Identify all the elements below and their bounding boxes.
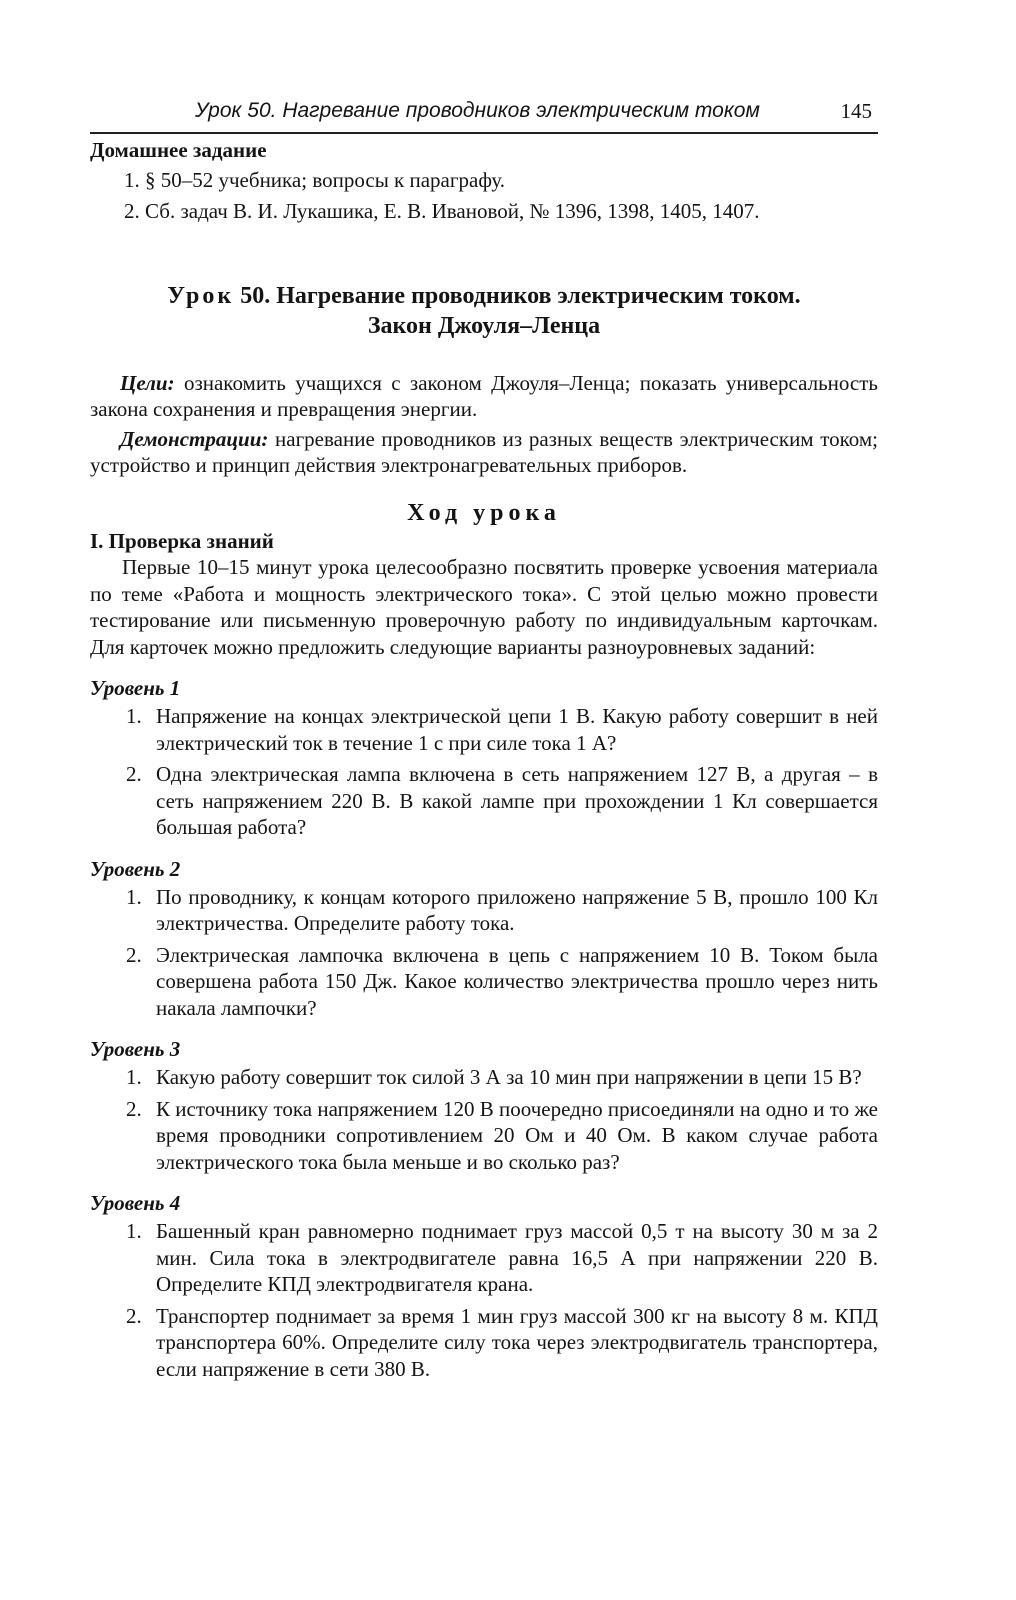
task-number: 1. (126, 704, 142, 728)
page-number: 145 (840, 99, 872, 123)
lesson-title (90, 281, 878, 341)
lesson-demonstrations (90, 426, 878, 478)
goals-label: Цели: (120, 371, 175, 395)
lesson-title-line2: Закон Джоуля–Ленца (367, 313, 601, 339)
task-list-level-4 (90, 1218, 878, 1382)
task-number: 2. (126, 1096, 142, 1121)
task-text: Транспортер поднимает за время 1 мин груз массой 300 кг на высоту 8 м. КПД транспортера 60%. Определите силу тока через электродвигатель транспортера, если напряжение в сети 380 В. (156, 1303, 878, 1381)
page-content (90, 135, 878, 1382)
task-list-level-3 (90, 1064, 878, 1175)
task-number: 2. (126, 942, 142, 967)
task-text: Одна электрическая лампа включена в сеть напряжением 127 В, а другая – в сеть напряжением 220 В. В какой лампе при прохождении 1 Кл совершается большая работа? (156, 762, 878, 839)
task-number: 2. (126, 1303, 142, 1328)
task-item (90, 761, 878, 841)
running-title: Урок 50. Нагревание проводников электрическим током (195, 99, 760, 122)
task-item (90, 1096, 878, 1176)
task-text: По проводнику, к концам которого приложено напряжение 5 В, прошло 100 Кл электричества. Определите работу тока. (156, 884, 878, 935)
level-heading-3: Уровень 3 (90, 1037, 181, 1061)
level-heading-4: Уровень 4 (90, 1191, 181, 1215)
task-number: 2. (126, 762, 142, 786)
lesson-goals (90, 370, 878, 422)
task-text: К источнику тока напряжением 120 В поочередно присоединяли на одно и то же время проводники сопротивлением 20 Ом и 40 Ом. В каком случае работа электрического тока была меньше и во сколько раз? (156, 1096, 878, 1174)
task-list-level-1 (90, 703, 878, 841)
task-item (90, 1303, 878, 1383)
task-text: Башенный кран равномерно поднимает груз массой 0,5 т на высоту 30 м за 2 мин. Сила тока в электродвигателе равна 16,5 А при напряжении 220 В. Определите КПД электродвигателя крана. (156, 1219, 878, 1296)
task-item (90, 1064, 878, 1091)
lesson-title-prefix: Урок (167, 283, 235, 309)
task-item (90, 942, 878, 1022)
homework-item: 2. Сб. задач В. И. Лукашика, Е. В. Ивановой, № 1396, 1398, 1405, 1407. (124, 199, 760, 223)
demo-text: нагревание проводников из разных веществ электрическим током; устройство и принцип действия электронагревательных приборов. (90, 427, 878, 477)
demo-label: Демонстрации: (120, 427, 269, 451)
task-text: Напряжение на концах электрической цепи 1 В. Какую работу совершит в ней электрический ток в течение 1 с при силе тока 1 А? (156, 704, 878, 755)
lesson-title-line1: 50. Нагревание проводников электрическим током. (234, 283, 801, 309)
page-header (90, 94, 878, 134)
task-number: 1. (126, 1065, 142, 1089)
task-item (90, 884, 878, 937)
section-heading: I. Проверка знаний (90, 529, 274, 553)
homework-item: 1. § 50–52 учебника; вопросы к параграфу. (124, 168, 506, 192)
task-number: 1. (126, 884, 142, 909)
section-text: Первые 10–15 минут урока целесообразно посвятить проверке усвоения материала по теме «Работа и мощность электрического тока». С этой целью можно провести тестирование или письменную проверочную работу по индивидуальным карточкам. Для карточек можно предложить следующие варианты разноуровневых заданий: (90, 555, 878, 659)
task-item (90, 1218, 878, 1298)
goals-text: ознакомить учащихся с законом Джоуля–Ленца; показать универсальность закона сохранения и превращения энергии. (90, 371, 878, 421)
course-heading: Ход урока (407, 500, 561, 526)
task-list-level-2 (90, 884, 878, 1022)
task-number: 1. (126, 1219, 142, 1243)
level-heading-2: Уровень 2 (90, 856, 181, 881)
homework-list (90, 165, 878, 227)
task-item (90, 703, 878, 756)
level-heading-1: Уровень 1 (90, 676, 181, 700)
task-text: Какую работу совершит ток силой 3 А за 10 мин при напряжении в цепи 15 В? (156, 1065, 862, 1089)
homework-heading: Домашнее задание (90, 138, 267, 162)
task-text: Электрическая лампочка включена в цепь с напряжением 10 В. Током была совершена работа 150 Дж. Какое количество электричества прошло через нить накала лампочки? (156, 942, 878, 1020)
